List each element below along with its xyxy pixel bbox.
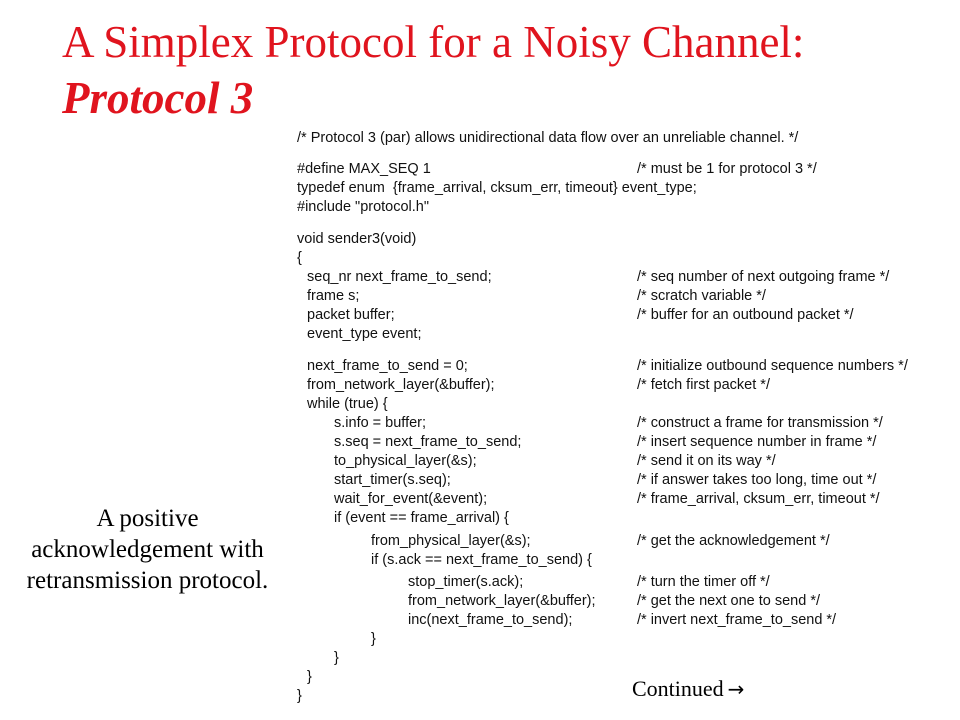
code-text: if (event == frame_arrival) {: [334, 510, 509, 526]
slide-caption: A positive acknowledgement with retransmission protocol.: [26, 505, 269, 594]
code-text: from_network_layer(&buffer);: [408, 593, 596, 609]
code-comment: /* fetch first packet */: [637, 377, 770, 393]
code-text: typedef enum {frame_arrival, cksum_err, timeout} event_type;: [297, 180, 697, 196]
code-text: event_type event;: [307, 326, 422, 342]
code-text: #define MAX_SEQ 1: [297, 161, 431, 177]
right-arrow-icon: →: [727, 677, 745, 701]
code-text: }: [307, 669, 312, 685]
code-text: }: [297, 688, 302, 704]
code-comment: /* if answer takes too long, time out */: [637, 472, 877, 488]
code-text: {: [297, 250, 302, 266]
code-comment: /* buffer for an outbound packet */: [637, 307, 854, 323]
code-text: from_physical_layer(&s);: [371, 533, 531, 549]
code-text: s.seq = next_frame_to_send;: [334, 434, 522, 450]
continued-label: Continued: [632, 676, 724, 701]
code-text: /* Protocol 3 (par) allows unidirectional data flow over an unreliable channel. */: [297, 130, 799, 146]
code-text: s.info = buffer;: [334, 415, 427, 431]
code-text: frame s;: [307, 288, 360, 304]
code-comment: /* invert next_frame_to_send */: [637, 612, 837, 628]
code-text: to_physical_layer(&s);: [334, 453, 477, 469]
slide-title: [62, 14, 804, 126]
code-comment: /* insert sequence number in frame */: [637, 434, 877, 450]
code-text: wait_for_event(&event);: [334, 491, 488, 507]
code-comment: /* send it on its way */: [637, 453, 776, 469]
code-comment: /* turn the timer off */: [637, 574, 770, 590]
code-text: packet buffer;: [307, 307, 395, 323]
code-text: start_timer(s.seq);: [334, 472, 451, 488]
code-comment: /* scratch variable */: [637, 288, 766, 304]
code-text: void sender3(void): [297, 231, 417, 247]
code-text: inc(next_frame_to_send);: [408, 612, 573, 628]
title-line-2: Protocol 3: [62, 73, 254, 123]
code-text: }: [371, 631, 376, 647]
code-text: while (true) {: [307, 396, 388, 412]
code-text: }: [334, 650, 339, 666]
code-comment: /* construct a frame for transmission */: [637, 415, 883, 431]
code-comment: /* must be 1 for protocol 3 */: [637, 161, 817, 177]
code-text: stop_timer(s.ack);: [408, 574, 524, 590]
code-comment: /* frame_arrival, cksum_err, timeout */: [637, 491, 880, 507]
code-text: from_network_layer(&buffer);: [307, 377, 495, 393]
code-text: next_frame_to_send = 0;: [307, 358, 468, 374]
code-text: #include "protocol.h": [297, 199, 430, 215]
code-text: seq_nr next_frame_to_send;: [307, 269, 492, 285]
code-comment: /* get the acknowledgement */: [637, 533, 830, 549]
title-line-1: A Simplex Protocol for a Noisy Channel:: [62, 17, 805, 67]
code-comment: /* initialize outbound sequence numbers */: [637, 358, 908, 374]
code-comment: /* seq number of next outgoing frame */: [637, 269, 890, 285]
continued-indicator: [632, 676, 744, 702]
code-text: if (s.ack == next_frame_to_send) {: [371, 552, 592, 568]
code-comment: /* get the next one to send */: [637, 593, 820, 609]
